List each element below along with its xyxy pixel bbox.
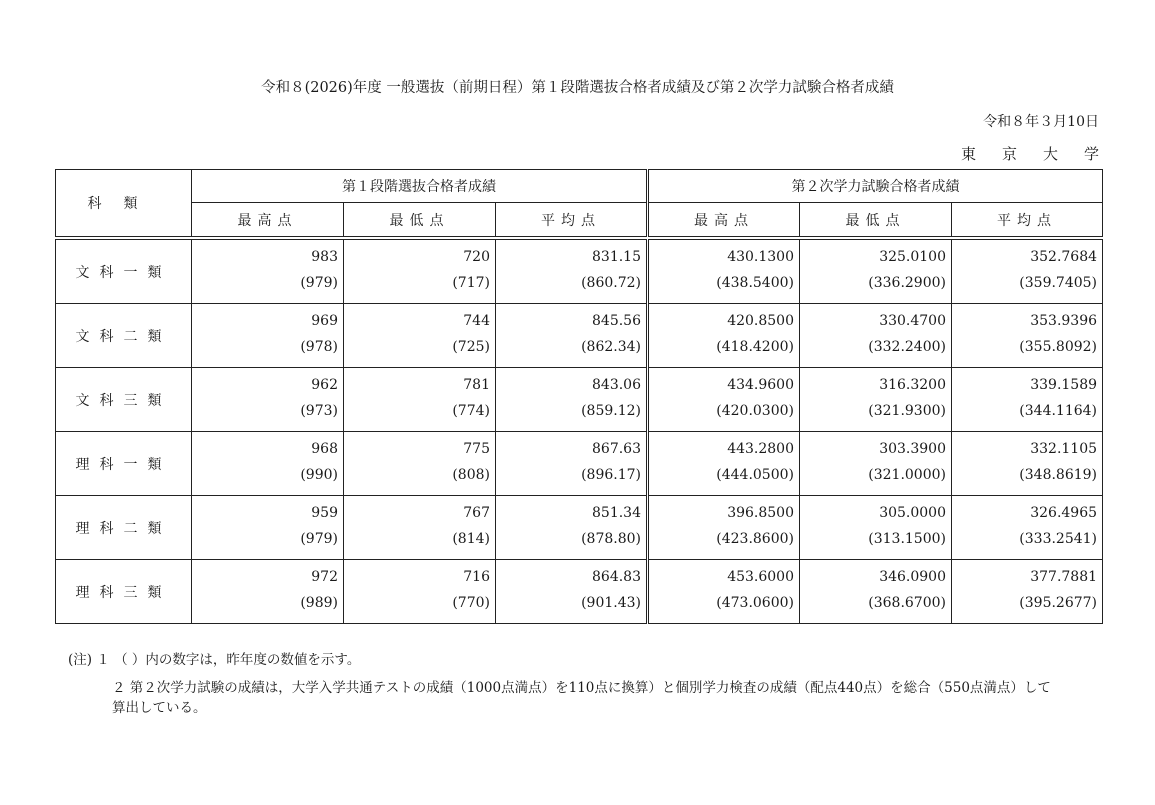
current-value: 972 [311,569,338,585]
current-value: 720 [463,249,490,265]
document-title: 令和８(2026)年度 一般選抜（前期日程）第１段階選抜合格者成績及び第２次学力試験合格者成績 [261,80,894,96]
previous-year-value: (878.80) [581,531,641,547]
current-value: 767 [463,505,490,521]
score-cell [648,368,800,432]
previous-year-value: (336.2900) [868,275,946,291]
score-cell [800,368,952,432]
previous-year-value: (359.7405) [1019,275,1098,291]
table-body [56,240,1103,624]
score-cell [952,304,1103,368]
previous-year-value: (444.0500) [716,467,794,483]
score-cell [648,496,800,560]
current-value: 346.0900 [879,569,946,585]
current-value: 831.15 [592,249,641,265]
score-cell [192,240,344,304]
score-cell [192,304,344,368]
score-cell [800,496,952,560]
current-value: 325.0100 [879,249,946,265]
previous-year-value: (896.17) [581,467,641,483]
score-cell [344,304,496,368]
score-cell [952,560,1103,624]
current-value: 352.7684 [1030,249,1098,265]
previous-year-value: (438.5400) [716,275,794,291]
table-row [56,560,1103,624]
score-cell [496,240,648,304]
previous-year-value: (973) [300,403,338,419]
current-value: 434.9600 [727,377,794,393]
previous-year-value: (333.2541) [1019,531,1098,547]
current-value: 430.1300 [727,249,794,265]
current-value: 775 [463,441,490,457]
col-header-min-2: 最低点 [800,203,952,237]
score-cell [800,432,952,496]
col-header-avg-2: 平均点 [952,203,1103,237]
score-cell [344,496,496,560]
subject-name: 理科二類 [56,496,192,560]
current-value: 303.3900 [879,441,946,457]
score-cell [496,304,648,368]
current-value: 353.9396 [1030,313,1098,329]
previous-year-value: (814) [452,531,490,547]
previous-year-value: (990) [300,467,338,483]
current-value: 781 [463,377,490,393]
document-date: 令和８年３月10日 [983,114,1099,130]
current-value: 420.8500 [727,313,794,329]
score-cell [192,560,344,624]
current-value: 867.63 [592,441,641,457]
previous-year-value: (860.72) [581,275,641,291]
subject-name: 理科一類 [56,432,192,496]
score-cell [648,304,800,368]
score-cell [648,560,800,624]
col-header-max-2: 最高点 [648,203,800,237]
score-cell [192,496,344,560]
current-value: 962 [311,377,338,393]
scores-table [55,169,1103,624]
current-value: 332.1105 [1030,441,1098,457]
score-cell [496,432,648,496]
score-cell [496,368,648,432]
table-row [56,304,1103,368]
previous-year-value: (770) [452,595,490,611]
previous-year-value: (321.9300) [868,403,946,419]
score-cell [952,240,1103,304]
previous-year-value: (717) [452,275,490,291]
score-cell [952,496,1103,560]
current-value: 305.0000 [879,505,946,521]
previous-year-value: (978) [300,339,338,355]
organization-name: 東京大学 [960,145,1125,163]
previous-year-value: (395.2677) [1019,595,1098,611]
current-value: 330.4700 [879,313,946,329]
current-value: 864.83 [592,569,641,585]
current-value: 845.56 [592,313,641,329]
score-cell [952,432,1103,496]
score-cell [192,368,344,432]
previous-year-value: (979) [300,275,338,291]
col-header-min-1: 最低点 [344,203,496,237]
group-header-second-exam: 第２次学力試験合格者成績 [648,170,1103,203]
notes [68,650,1052,718]
col-header-max-1: 最高点 [192,203,344,237]
current-value: 744 [463,313,490,329]
current-value: 339.1589 [1030,377,1098,393]
subject-name: 理科三類 [56,560,192,624]
score-cell [344,560,496,624]
table-row [56,432,1103,496]
score-cell [648,240,800,304]
note-2: ２ 第２次学力試験の成績は，大学入学共通テストの成績（1000点満点）を110点に換算）と個別学力検査の成績（配点440点）を総合（550点満点）して算出している。 [112,680,1051,716]
previous-year-value: (979) [300,531,338,547]
group-header-first-stage: 第１段階選抜合格者成績 [192,170,648,203]
previous-year-value: (348.8619) [1019,467,1098,483]
previous-year-value: (423.8600) [716,531,794,547]
current-value: 377.7881 [1030,569,1098,585]
score-cell [344,240,496,304]
subject-name: 文科三類 [56,368,192,432]
previous-year-value: (420.0300) [716,403,794,419]
score-cell [344,432,496,496]
previous-year-value: (808) [452,467,490,483]
score-cell [800,560,952,624]
current-value: 851.34 [592,505,641,521]
col-header-avg-1: 平均点 [496,203,648,237]
previous-year-value: (473.0600) [716,595,794,611]
current-value: 396.8500 [727,505,794,521]
current-value: 843.06 [592,377,641,393]
score-cell [648,432,800,496]
current-value: 716 [463,569,490,585]
previous-year-value: (355.8092) [1019,339,1098,355]
score-cell [496,560,648,624]
previous-year-value: (725) [452,339,490,355]
current-value: 969 [311,313,338,329]
previous-year-value: (344.1164) [1019,403,1098,419]
current-value: 983 [311,249,338,265]
subject-header: 科類 [56,170,192,237]
note-1: (注) １ （ ）内の数字は，昨年度の数値を示す。 [68,652,361,668]
current-value: 959 [311,505,338,521]
score-cell [800,304,952,368]
score-cell [496,496,648,560]
current-value: 968 [311,441,338,457]
previous-year-value: (418.4200) [716,339,794,355]
table-row [56,240,1103,304]
subject-name: 文科一類 [56,240,192,304]
table-row [56,496,1103,560]
previous-year-value: (862.34) [581,339,641,355]
previous-year-value: (368.6700) [868,595,946,611]
current-value: 326.4965 [1030,505,1098,521]
current-value: 443.2800 [727,441,794,457]
previous-year-value: (989) [300,595,338,611]
score-cell [800,240,952,304]
current-value: 453.6000 [727,569,794,585]
score-cell [192,432,344,496]
current-value: 316.3200 [879,377,946,393]
previous-year-value: (313.1500) [868,531,946,547]
previous-year-value: (901.43) [581,595,641,611]
previous-year-value: (321.0000) [868,467,946,483]
score-cell [344,368,496,432]
table-row [56,368,1103,432]
previous-year-value: (774) [452,403,490,419]
previous-year-value: (859.12) [581,403,641,419]
score-cell [952,368,1103,432]
subject-name: 文科二類 [56,304,192,368]
previous-year-value: (332.2400) [868,339,946,355]
